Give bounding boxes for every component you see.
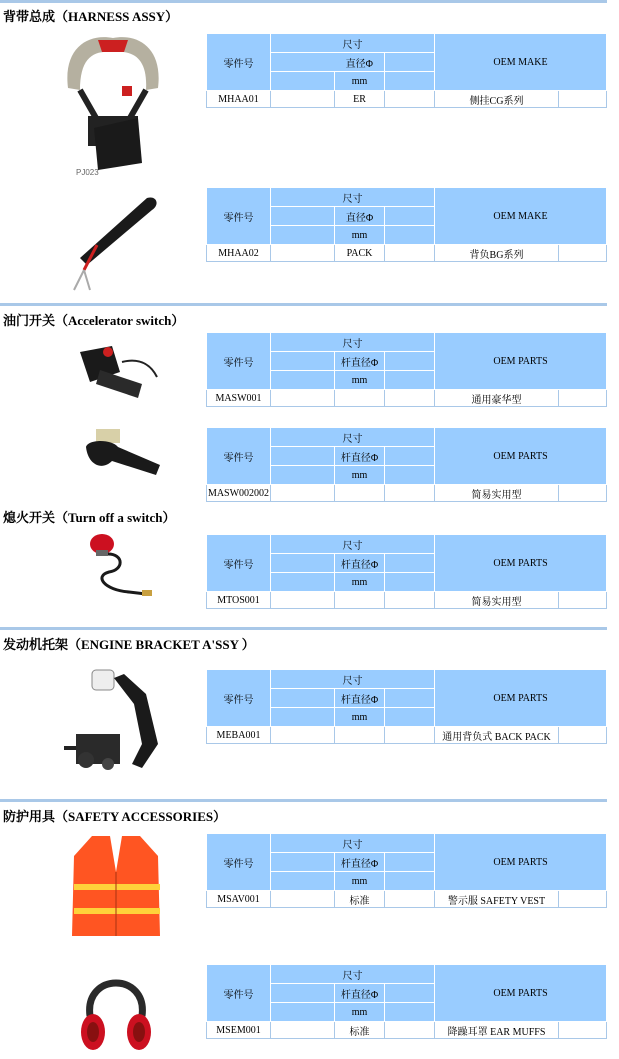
harness-cg-image xyxy=(58,28,168,178)
part-number: MSAV001 xyxy=(207,891,271,908)
unit-label: mm xyxy=(335,226,385,245)
part-number: MTOS001 xyxy=(207,592,271,609)
oem-header: OEM PARTS xyxy=(435,834,607,891)
dimension-label: 直径Φ xyxy=(335,207,385,226)
size-header: 尺寸 xyxy=(271,834,435,853)
part-no-header: 零件号 xyxy=(207,428,271,485)
section-divider xyxy=(0,799,607,802)
section-divider xyxy=(0,627,607,630)
size-header: 尺寸 xyxy=(271,188,435,207)
harness-bg-image xyxy=(62,190,162,300)
turnoff-switch-image xyxy=(84,530,159,602)
size-value: 标准 xyxy=(335,891,385,908)
size-value: PACK xyxy=(335,245,385,262)
dimension-label: 杆直径Φ xyxy=(335,554,385,573)
oem-header: OEM PARTS xyxy=(435,965,607,1022)
engine-bracket-image xyxy=(62,664,162,782)
unit-label: mm xyxy=(335,72,385,91)
size-value xyxy=(335,727,385,744)
part-number: MSEM001 xyxy=(207,1022,271,1039)
oem-header: OEM MAKE xyxy=(435,188,607,245)
dimension-label: 杆直径Φ xyxy=(335,853,385,872)
spec-table-mhaa02 xyxy=(206,187,607,262)
safety-vest-image xyxy=(70,832,162,940)
part-number: MASW002002 xyxy=(207,485,271,502)
dimension-label: 杆直径Φ xyxy=(335,689,385,708)
spec-table-mtos001 xyxy=(206,534,607,609)
size-header: 尺寸 xyxy=(271,34,435,53)
description: 降躁耳罩 EAR MUFFS xyxy=(435,1022,559,1039)
accelerator-deluxe-image xyxy=(72,332,162,407)
section-divider xyxy=(0,0,607,3)
part-number: MHAA02 xyxy=(207,245,271,262)
size-header: 尺寸 xyxy=(271,965,435,984)
size-value xyxy=(335,592,385,609)
section-title-safety: 防护用具（SAFETY ACCESSORIES） xyxy=(3,809,227,824)
part-no-header: 零件号 xyxy=(207,670,271,727)
size-value xyxy=(335,390,385,407)
size-header: 尺寸 xyxy=(271,333,435,352)
part-no-header: 零件号 xyxy=(207,834,271,891)
part-number: MEBA001 xyxy=(207,727,271,744)
part-no-header: 零件号 xyxy=(207,535,271,592)
oem-header: OEM MAKE xyxy=(435,34,607,91)
size-header: 尺寸 xyxy=(271,535,435,554)
spec-table-mhaa01 xyxy=(206,33,607,108)
unit-label: mm xyxy=(335,466,385,485)
section-title-turnoff: 熄火开关（Turn off a switch） xyxy=(3,510,176,525)
size-value: 标准 xyxy=(335,1022,385,1039)
size-value xyxy=(335,485,385,502)
part-no-header: 零件号 xyxy=(207,34,271,91)
image-caption: PJ023 xyxy=(76,168,99,177)
unit-label: mm xyxy=(335,371,385,390)
section-title-harness: 背带总成（HARNESS ASSY） xyxy=(3,9,179,24)
section-title-accelerator: 油门开关（Accelerator switch） xyxy=(3,313,185,328)
description: 背负BG系列 xyxy=(435,245,559,262)
unit-label: mm xyxy=(335,872,385,891)
dimension-label: 杆直径Φ xyxy=(335,447,385,466)
dimension-label: 杆直径Φ xyxy=(335,352,385,371)
unit-label: mm xyxy=(335,708,385,727)
description: 简易实用型 xyxy=(435,485,559,502)
part-number: MASW001 xyxy=(207,390,271,407)
section-title-engine: 发动机托架（ENGINE BRACKET A'SSY ） xyxy=(3,637,255,652)
part-no-header: 零件号 xyxy=(207,188,271,245)
spec-table-msav001 xyxy=(206,833,607,908)
size-header: 尺寸 xyxy=(271,428,435,447)
accelerator-basic-image xyxy=(82,425,167,485)
spec-table-meba001 xyxy=(206,669,607,744)
description: 简易实用型 xyxy=(435,592,559,609)
spec-table-masw001 xyxy=(206,332,607,407)
dimension-label: 直径Φ xyxy=(335,53,385,72)
part-no-header: 零件号 xyxy=(207,965,271,1022)
oem-header: OEM PARTS xyxy=(435,428,607,485)
description: 通用背负式 BACK PACK xyxy=(435,727,559,744)
oem-header: OEM PARTS xyxy=(435,333,607,390)
description: 侧挂CG系列 xyxy=(435,91,559,108)
section-divider xyxy=(0,303,607,306)
part-no-header: 零件号 xyxy=(207,333,271,390)
description: 警示服 SAFETY VEST xyxy=(435,891,559,908)
part-number: MHAA01 xyxy=(207,91,271,108)
size-header: 尺寸 xyxy=(271,670,435,689)
unit-label: mm xyxy=(335,573,385,592)
oem-header: OEM PARTS xyxy=(435,535,607,592)
spec-table-msem001 xyxy=(206,964,607,1039)
dimension-label: 杆直径Φ xyxy=(335,984,385,1003)
size-value: ER xyxy=(335,91,385,108)
ear-muffs-image xyxy=(76,962,156,1056)
description: 通用豪华型 xyxy=(435,390,559,407)
spec-table-masw002002 xyxy=(206,427,607,502)
unit-label: mm xyxy=(335,1003,385,1022)
oem-header: OEM PARTS xyxy=(435,670,607,727)
